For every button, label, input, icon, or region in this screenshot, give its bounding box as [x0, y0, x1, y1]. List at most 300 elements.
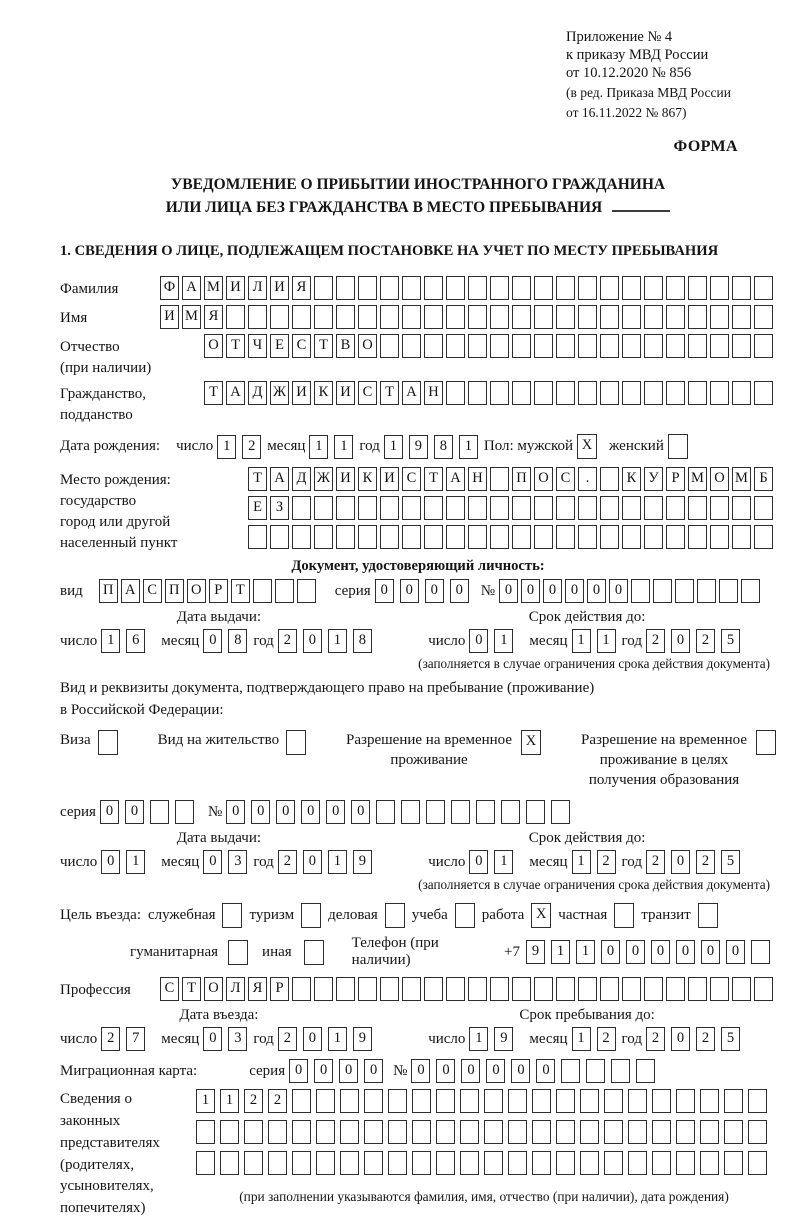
char-cell[interactable] [600, 381, 619, 405]
char-cell[interactable] [556, 977, 575, 1001]
char-cell[interactable] [446, 496, 465, 520]
char-cell[interactable] [732, 496, 751, 520]
char-cell[interactable] [700, 1120, 719, 1144]
char-cell[interactable]: 0 [609, 579, 628, 603]
char-cell[interactable] [336, 276, 355, 300]
char-cell[interactable]: 1 [328, 1027, 347, 1051]
char-cell[interactable]: П [165, 579, 184, 603]
char-cell[interactable] [561, 1059, 580, 1083]
char-cell[interactable] [578, 381, 597, 405]
char-cell[interactable] [604, 1089, 623, 1113]
char-cell[interactable]: 1 [328, 629, 347, 653]
char-cell[interactable] [666, 381, 685, 405]
char-cell[interactable] [490, 467, 509, 491]
char-cell[interactable] [532, 1151, 551, 1175]
char-cell[interactable]: Д [248, 381, 267, 405]
char-cell[interactable]: Я [204, 305, 223, 329]
char-cell[interactable] [402, 496, 421, 520]
char-cell[interactable] [732, 276, 751, 300]
char-cell[interactable] [556, 305, 575, 329]
char-cell[interactable] [226, 305, 245, 329]
char-cell[interactable]: 2 [278, 850, 297, 874]
purpose-private-checkbox[interactable] [614, 903, 634, 928]
char-cell[interactable]: 5 [721, 629, 740, 653]
char-cell[interactable] [490, 276, 509, 300]
char-cell[interactable] [600, 305, 619, 329]
char-cell[interactable] [316, 1120, 335, 1144]
char-cell[interactable] [358, 276, 377, 300]
char-cell[interactable]: 0 [587, 579, 606, 603]
char-cell[interactable] [710, 525, 729, 549]
char-cell[interactable] [578, 305, 597, 329]
char-cell[interactable] [644, 305, 663, 329]
char-cell[interactable]: 0 [671, 850, 690, 874]
char-cell[interactable] [376, 800, 395, 824]
char-cell[interactable]: 0 [499, 579, 518, 603]
char-cell[interactable] [532, 1089, 551, 1113]
char-cell[interactable] [484, 1151, 503, 1175]
char-cell[interactable]: 0 [511, 1059, 530, 1083]
char-cell[interactable] [446, 977, 465, 1001]
char-cell[interactable] [644, 276, 663, 300]
char-cell[interactable]: 0 [203, 629, 222, 653]
char-cell[interactable] [512, 381, 531, 405]
char-cell[interactable] [220, 1151, 239, 1175]
char-cell[interactable]: Т [424, 467, 443, 491]
char-cell[interactable]: 0 [100, 800, 119, 824]
char-cell[interactable] [436, 1089, 455, 1113]
char-cell[interactable]: 0 [251, 800, 270, 824]
char-cell[interactable]: Д [292, 467, 311, 491]
char-cell[interactable] [460, 1151, 479, 1175]
char-cell[interactable] [578, 525, 597, 549]
char-cell[interactable] [468, 381, 487, 405]
char-cell[interactable] [622, 381, 641, 405]
char-cell[interactable]: Е [270, 334, 289, 358]
char-cell[interactable]: 0 [565, 579, 584, 603]
char-cell[interactable] [292, 1120, 311, 1144]
char-cell[interactable] [636, 1059, 655, 1083]
char-cell[interactable]: И [160, 305, 179, 329]
char-cell[interactable]: 0 [701, 940, 720, 964]
char-cell[interactable] [622, 496, 641, 520]
char-cell[interactable]: 9 [353, 850, 372, 874]
char-cell[interactable] [754, 496, 773, 520]
char-cell[interactable] [490, 525, 509, 549]
char-cell[interactable] [666, 305, 685, 329]
char-cell[interactable] [292, 1089, 311, 1113]
char-cell[interactable]: И [336, 381, 355, 405]
char-cell[interactable] [600, 977, 619, 1001]
char-cell[interactable] [402, 525, 421, 549]
char-cell[interactable] [534, 334, 553, 358]
char-cell[interactable] [508, 1151, 527, 1175]
char-cell[interactable]: 1 [572, 850, 591, 874]
char-cell[interactable] [484, 1089, 503, 1113]
char-cell[interactable] [732, 525, 751, 549]
char-cell[interactable] [268, 1151, 287, 1175]
char-cell[interactable]: Л [226, 977, 245, 1001]
char-cell[interactable] [578, 977, 597, 1001]
char-cell[interactable] [532, 1120, 551, 1144]
char-cell[interactable] [490, 977, 509, 1001]
char-cell[interactable]: И [292, 381, 311, 405]
char-cell[interactable] [314, 496, 333, 520]
char-cell[interactable]: 2 [101, 1027, 120, 1051]
char-cell[interactable]: 1 [469, 1027, 488, 1051]
char-cell[interactable] [460, 1120, 479, 1144]
char-cell[interactable]: И [336, 467, 355, 491]
char-cell[interactable] [451, 800, 470, 824]
char-cell[interactable] [364, 1151, 383, 1175]
char-cell[interactable]: И [380, 467, 399, 491]
char-cell[interactable] [244, 1120, 263, 1144]
char-cell[interactable] [688, 276, 707, 300]
char-cell[interactable]: 0 [289, 1059, 308, 1083]
purpose-tourism-checkbox[interactable] [301, 903, 321, 928]
char-cell[interactable]: 0 [303, 850, 322, 874]
char-cell[interactable]: М [182, 305, 201, 329]
char-cell[interactable] [719, 579, 738, 603]
char-cell[interactable]: С [556, 467, 575, 491]
char-cell[interactable] [578, 276, 597, 300]
char-cell[interactable]: 1 [551, 940, 570, 964]
char-cell[interactable]: 2 [268, 1089, 287, 1113]
char-cell[interactable] [468, 977, 487, 1001]
char-cell[interactable] [446, 381, 465, 405]
char-cell[interactable]: 0 [226, 800, 245, 824]
char-cell[interactable]: 2 [597, 1027, 616, 1051]
char-cell[interactable] [534, 496, 553, 520]
char-cell[interactable]: К [622, 467, 641, 491]
char-cell[interactable] [556, 1120, 575, 1144]
char-cell[interactable]: 2 [696, 629, 715, 653]
char-cell[interactable] [710, 334, 729, 358]
char-cell[interactable]: Н [424, 381, 443, 405]
char-cell[interactable]: П [512, 467, 531, 491]
char-cell[interactable] [316, 1151, 335, 1175]
char-cell[interactable] [436, 1151, 455, 1175]
char-cell[interactable] [380, 305, 399, 329]
char-cell[interactable]: 1 [576, 940, 595, 964]
char-cell[interactable]: 0 [303, 1027, 322, 1051]
char-cell[interactable]: Т [182, 977, 201, 1001]
char-cell[interactable]: 2 [646, 629, 665, 653]
purpose-study-checkbox[interactable] [455, 903, 475, 928]
char-cell[interactable]: 0 [101, 850, 120, 874]
char-cell[interactable]: 2 [244, 1089, 263, 1113]
char-cell[interactable]: 0 [469, 850, 488, 874]
char-cell[interactable]: У [644, 467, 663, 491]
char-cell[interactable] [270, 525, 289, 549]
char-cell[interactable] [724, 1151, 743, 1175]
char-cell[interactable] [580, 1089, 599, 1113]
char-cell[interactable] [697, 579, 716, 603]
char-cell[interactable]: Р [666, 467, 685, 491]
char-cell[interactable]: 0 [626, 940, 645, 964]
char-cell[interactable] [336, 525, 355, 549]
char-cell[interactable] [600, 334, 619, 358]
char-cell[interactable] [292, 305, 311, 329]
char-cell[interactable] [676, 1089, 695, 1113]
char-cell[interactable] [220, 1120, 239, 1144]
char-cell[interactable]: 8 [353, 629, 372, 653]
char-cell[interactable] [388, 1120, 407, 1144]
char-cell[interactable] [402, 334, 421, 358]
char-cell[interactable] [248, 305, 267, 329]
char-cell[interactable]: 0 [125, 800, 144, 824]
char-cell[interactable]: 2 [278, 629, 297, 653]
char-cell[interactable] [468, 496, 487, 520]
char-cell[interactable]: 0 [351, 800, 370, 824]
char-cell[interactable]: 1 [494, 850, 513, 874]
char-cell[interactable]: Т [226, 334, 245, 358]
char-cell[interactable] [446, 525, 465, 549]
char-cell[interactable]: О [534, 467, 553, 491]
char-cell[interactable] [622, 334, 641, 358]
char-cell[interactable] [556, 381, 575, 405]
char-cell[interactable]: 0 [326, 800, 345, 824]
char-cell[interactable] [652, 1089, 671, 1113]
char-cell[interactable] [508, 1120, 527, 1144]
char-cell[interactable]: С [402, 467, 421, 491]
char-cell[interactable] [611, 1059, 630, 1083]
char-cell[interactable] [644, 334, 663, 358]
char-cell[interactable] [644, 525, 663, 549]
char-cell[interactable] [688, 334, 707, 358]
char-cell[interactable]: Е [248, 496, 267, 520]
char-cell[interactable] [666, 276, 685, 300]
char-cell[interactable]: И [226, 276, 245, 300]
char-cell[interactable]: 1 [384, 435, 403, 459]
char-cell[interactable] [600, 276, 619, 300]
char-cell[interactable] [754, 381, 773, 405]
char-cell[interactable] [490, 305, 509, 329]
char-cell[interactable]: . [578, 467, 597, 491]
char-cell[interactable] [653, 579, 672, 603]
char-cell[interactable] [175, 800, 194, 824]
temp-permit-edu-checkbox[interactable] [756, 730, 776, 755]
char-cell[interactable]: С [143, 579, 162, 603]
char-cell[interactable] [688, 496, 707, 520]
char-cell[interactable] [754, 334, 773, 358]
purpose-service-checkbox[interactable] [222, 903, 242, 928]
char-cell[interactable] [292, 977, 311, 1001]
char-cell[interactable] [652, 1120, 671, 1144]
char-cell[interactable] [534, 977, 553, 1001]
char-cell[interactable] [380, 525, 399, 549]
char-cell[interactable] [424, 525, 443, 549]
char-cell[interactable] [380, 276, 399, 300]
char-cell[interactable] [436, 1120, 455, 1144]
char-cell[interactable] [364, 1120, 383, 1144]
char-cell[interactable] [268, 1120, 287, 1144]
char-cell[interactable] [644, 977, 663, 1001]
purpose-transit-checkbox[interactable] [698, 903, 718, 928]
char-cell[interactable] [732, 381, 751, 405]
char-cell[interactable] [426, 800, 445, 824]
char-cell[interactable]: Т [231, 579, 250, 603]
char-cell[interactable]: 0 [375, 579, 394, 603]
char-cell[interactable]: 0 [543, 579, 562, 603]
purpose-work-checkbox[interactable]: X [531, 903, 551, 928]
char-cell[interactable]: 1 [217, 435, 236, 459]
char-cell[interactable]: Ч [248, 334, 267, 358]
char-cell[interactable] [468, 305, 487, 329]
char-cell[interactable] [754, 525, 773, 549]
char-cell[interactable] [364, 1089, 383, 1113]
char-cell[interactable] [512, 305, 531, 329]
char-cell[interactable]: О [358, 334, 377, 358]
purpose-humanitarian-checkbox[interactable] [228, 940, 248, 965]
char-cell[interactable]: 0 [364, 1059, 383, 1083]
char-cell[interactable] [388, 1089, 407, 1113]
char-cell[interactable]: 3 [228, 850, 247, 874]
char-cell[interactable]: О [204, 334, 223, 358]
char-cell[interactable]: 0 [203, 850, 222, 874]
char-cell[interactable] [512, 496, 531, 520]
char-cell[interactable] [666, 977, 685, 1001]
char-cell[interactable] [732, 305, 751, 329]
char-cell[interactable]: В [336, 334, 355, 358]
char-cell[interactable] [666, 334, 685, 358]
char-cell[interactable] [460, 1089, 479, 1113]
char-cell[interactable]: Ж [270, 381, 289, 405]
char-cell[interactable]: 0 [469, 629, 488, 653]
char-cell[interactable] [292, 496, 311, 520]
char-cell[interactable] [358, 305, 377, 329]
char-cell[interactable]: 0 [400, 579, 419, 603]
char-cell[interactable]: 0 [436, 1059, 455, 1083]
char-cell[interactable]: А [226, 381, 245, 405]
char-cell[interactable]: 9 [494, 1027, 513, 1051]
char-cell[interactable]: П [99, 579, 118, 603]
char-cell[interactable] [751, 940, 770, 964]
char-cell[interactable]: 1 [459, 435, 478, 459]
char-cell[interactable] [490, 381, 509, 405]
char-cell[interactable]: 1 [196, 1089, 215, 1113]
char-cell[interactable]: 6 [126, 629, 145, 653]
char-cell[interactable]: 9 [526, 940, 545, 964]
char-cell[interactable] [526, 800, 545, 824]
char-cell[interactable] [512, 276, 531, 300]
char-cell[interactable] [412, 1151, 431, 1175]
char-cell[interactable] [340, 1151, 359, 1175]
char-cell[interactable]: Р [270, 977, 289, 1001]
char-cell[interactable] [484, 1120, 503, 1144]
char-cell[interactable] [628, 1089, 647, 1113]
char-cell[interactable]: 1 [126, 850, 145, 874]
char-cell[interactable] [700, 1151, 719, 1175]
char-cell[interactable] [508, 1089, 527, 1113]
char-cell[interactable]: 0 [276, 800, 295, 824]
char-cell[interactable]: Л [248, 276, 267, 300]
char-cell[interactable] [490, 334, 509, 358]
gender-male-checkbox[interactable]: X [577, 434, 597, 459]
char-cell[interactable] [631, 579, 650, 603]
char-cell[interactable] [490, 496, 509, 520]
purpose-other-checkbox[interactable] [304, 940, 324, 965]
char-cell[interactable]: 0 [536, 1059, 555, 1083]
char-cell[interactable] [578, 334, 597, 358]
char-cell[interactable] [710, 496, 729, 520]
char-cell[interactable]: 0 [676, 940, 695, 964]
char-cell[interactable]: С [358, 381, 377, 405]
char-cell[interactable] [666, 525, 685, 549]
char-cell[interactable] [556, 276, 575, 300]
char-cell[interactable] [424, 276, 443, 300]
char-cell[interactable] [556, 1151, 575, 1175]
char-cell[interactable] [476, 800, 495, 824]
char-cell[interactable]: 2 [646, 1027, 665, 1051]
char-cell[interactable]: О [710, 467, 729, 491]
char-cell[interactable] [358, 496, 377, 520]
char-cell[interactable]: З [270, 496, 289, 520]
char-cell[interactable]: А [446, 467, 465, 491]
char-cell[interactable] [688, 381, 707, 405]
char-cell[interactable]: 0 [601, 940, 620, 964]
char-cell[interactable] [622, 305, 641, 329]
char-cell[interactable]: 0 [203, 1027, 222, 1051]
char-cell[interactable]: 2 [646, 850, 665, 874]
char-cell[interactable]: 1 [597, 629, 616, 653]
char-cell[interactable]: Б [754, 467, 773, 491]
char-cell[interactable] [380, 977, 399, 1001]
char-cell[interactable] [628, 1120, 647, 1144]
char-cell[interactable]: Т [204, 381, 223, 405]
char-cell[interactable] [688, 305, 707, 329]
char-cell[interactable]: 1 [309, 435, 328, 459]
char-cell[interactable] [688, 977, 707, 1001]
char-cell[interactable] [424, 334, 443, 358]
char-cell[interactable] [600, 525, 619, 549]
char-cell[interactable] [336, 977, 355, 1001]
char-cell[interactable] [512, 525, 531, 549]
purpose-business-checkbox[interactable] [385, 903, 405, 928]
char-cell[interactable] [688, 525, 707, 549]
char-cell[interactable] [604, 1120, 623, 1144]
char-cell[interactable] [412, 1120, 431, 1144]
char-cell[interactable]: 1 [328, 850, 347, 874]
char-cell[interactable] [578, 496, 597, 520]
char-cell[interactable] [604, 1151, 623, 1175]
char-cell[interactable] [534, 305, 553, 329]
char-cell[interactable]: Т [314, 334, 333, 358]
char-cell[interactable] [402, 977, 421, 1001]
char-cell[interactable] [754, 977, 773, 1001]
char-cell[interactable]: 2 [696, 1027, 715, 1051]
char-cell[interactable] [676, 1151, 695, 1175]
char-cell[interactable] [275, 579, 294, 603]
char-cell[interactable]: Я [292, 276, 311, 300]
char-cell[interactable]: 5 [721, 1027, 740, 1051]
char-cell[interactable] [468, 525, 487, 549]
char-cell[interactable]: 5 [721, 850, 740, 874]
char-cell[interactable]: 2 [696, 850, 715, 874]
char-cell[interactable] [622, 276, 641, 300]
char-cell[interactable] [644, 496, 663, 520]
char-cell[interactable]: А [402, 381, 421, 405]
char-cell[interactable] [380, 496, 399, 520]
char-cell[interactable] [556, 496, 575, 520]
char-cell[interactable] [402, 276, 421, 300]
char-cell[interactable] [622, 977, 641, 1001]
char-cell[interactable] [676, 1120, 695, 1144]
char-cell[interactable] [724, 1089, 743, 1113]
char-cell[interactable]: О [204, 977, 223, 1001]
char-cell[interactable]: 0 [486, 1059, 505, 1083]
char-cell[interactable] [534, 525, 553, 549]
